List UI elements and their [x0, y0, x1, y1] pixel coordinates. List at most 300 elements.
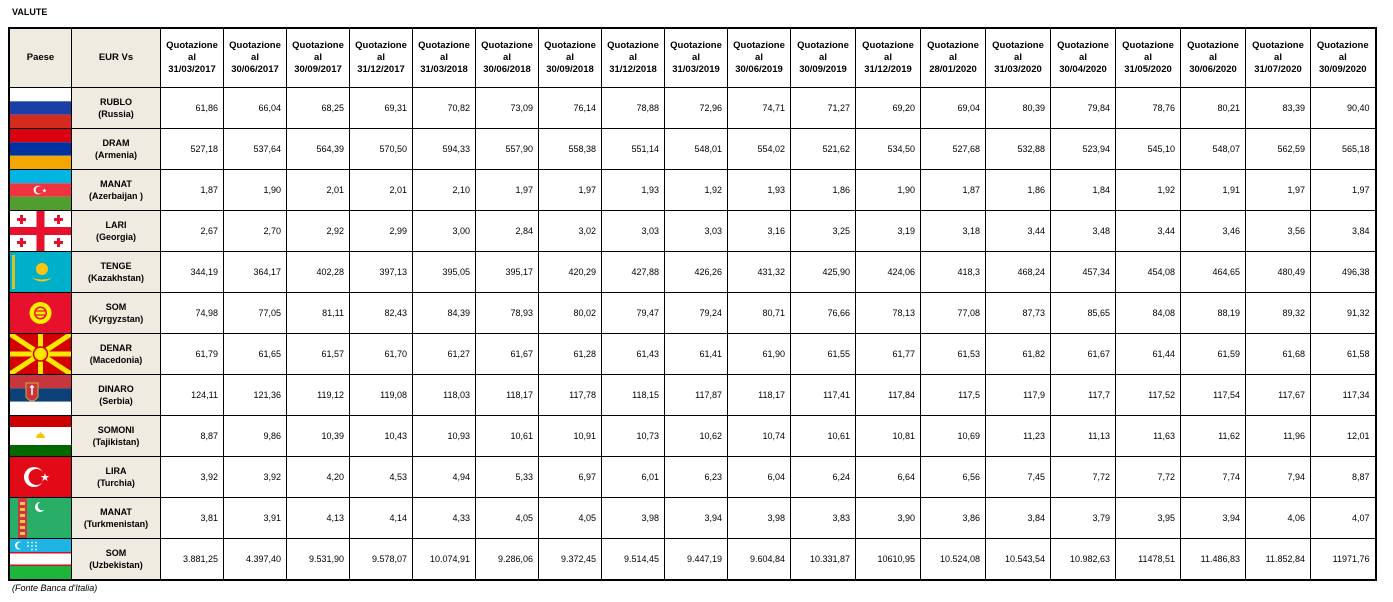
currency-cell	[72, 252, 161, 293]
rate-cell: 3,02	[539, 211, 602, 252]
rate-cell: 79,24	[665, 293, 728, 334]
rate-cell: 10,39	[287, 416, 350, 457]
rate-cell: 87,73	[986, 293, 1051, 334]
rate-cell: 10,93	[413, 416, 476, 457]
rate-cell: 3,90	[856, 498, 921, 539]
header-date-label: 30/06/2018	[483, 64, 531, 75]
header-date-label: 31/03/2018	[420, 64, 468, 75]
header-al-label: al	[692, 52, 700, 63]
rate-cell: 2,10	[413, 170, 476, 211]
table-row	[9, 88, 1376, 129]
flag-cell	[9, 252, 72, 293]
rate-cell: 402,28	[287, 252, 350, 293]
rate-cell: 118,17	[476, 375, 539, 416]
rate-cell: 80,21	[1181, 88, 1246, 129]
table-row	[9, 293, 1376, 334]
rate-cell: 397,13	[350, 252, 413, 293]
rate-cell: 10,61	[476, 416, 539, 457]
header-quote-label: Quotazione	[607, 40, 659, 51]
header-al-label: al	[884, 52, 892, 63]
header-date-label: 31/05/2020	[1124, 64, 1172, 75]
eur-vs-column-header: EUR Vs	[72, 28, 161, 88]
header-date-label: 31/12/2019	[864, 64, 912, 75]
rate-cell: 61,70	[350, 334, 413, 375]
country-name: (Kyrgyzstan)	[88, 314, 144, 324]
rate-cell: 4,05	[539, 498, 602, 539]
rate-cell: 8,87	[161, 416, 224, 457]
rate-cell: 1,97	[476, 170, 539, 211]
rate-cell: 11,63	[1116, 416, 1181, 457]
country-name: (Georgia)	[95, 232, 136, 242]
rate-cell: 562,59	[1246, 129, 1311, 170]
currency-name: SOM	[105, 302, 127, 312]
rate-cell: 6,97	[539, 457, 602, 498]
rate-cell: 10.331,87	[791, 539, 856, 581]
rate-cell: 3,79	[1051, 498, 1116, 539]
rate-cell: 79,47	[602, 293, 665, 334]
header-date-label: 31/03/2019	[672, 64, 720, 75]
currency-name: LARI	[105, 220, 127, 230]
rate-cell: 7,74	[1181, 457, 1246, 498]
rate-cell: 534,50	[856, 129, 921, 170]
rate-cell: 61,58	[1311, 334, 1376, 375]
rate-cell: 1,84	[1051, 170, 1116, 211]
header-date-label: 30/09/2019	[799, 64, 847, 75]
rate-cell: 496,38	[1311, 252, 1376, 293]
rate-cell: 118,03	[413, 375, 476, 416]
currency-cell	[72, 88, 161, 129]
country-name: (Uzbekistan)	[89, 560, 143, 570]
currency-name: DINARO	[98, 384, 134, 394]
header-al-label: al	[949, 52, 957, 63]
date-column-header	[1051, 28, 1116, 88]
rate-cell: 78,88	[602, 88, 665, 129]
header-al-label: al	[1209, 52, 1217, 63]
header-quote-label: Quotazione	[292, 40, 344, 51]
date-column-header	[986, 28, 1051, 88]
svg-text:★: ★	[41, 187, 47, 195]
rate-cell: 117,84	[856, 375, 921, 416]
rate-cell: 10,74	[728, 416, 791, 457]
rate-cell: 72,96	[665, 88, 728, 129]
header-al-label: al	[629, 52, 637, 63]
rate-cell: 10,43	[350, 416, 413, 457]
rate-cell: 84,39	[413, 293, 476, 334]
rate-cell: 11971,76	[1311, 539, 1376, 581]
rate-cell: 61,68	[1246, 334, 1311, 375]
date-column-header	[1116, 28, 1181, 88]
rate-cell: 3,94	[665, 498, 728, 539]
rate-cell: 61,82	[986, 334, 1051, 375]
rate-cell: 3,94	[1181, 498, 1246, 539]
rate-cell: 121,36	[224, 375, 287, 416]
rate-cell: 11,23	[986, 416, 1051, 457]
rate-cell: 3,95	[1116, 498, 1181, 539]
rate-cell: 80,71	[728, 293, 791, 334]
rate-cell: 61,67	[476, 334, 539, 375]
rate-cell: 594,33	[413, 129, 476, 170]
rate-cell: 118,15	[602, 375, 665, 416]
macedonia-flag	[10, 334, 71, 374]
rate-cell: 61,43	[602, 334, 665, 375]
rate-cell: 1,97	[539, 170, 602, 211]
rate-cell: 78,13	[856, 293, 921, 334]
flag-cell	[9, 170, 72, 211]
rate-cell: 78,93	[476, 293, 539, 334]
rate-cell: 4,33	[413, 498, 476, 539]
country-name: (Turkmenistan)	[83, 519, 149, 529]
rate-cell: 10,61	[791, 416, 856, 457]
armenia-flag	[10, 129, 71, 169]
rate-cell: 80,02	[539, 293, 602, 334]
rate-cell: 3,56	[1246, 211, 1311, 252]
rate-cell: 3,03	[602, 211, 665, 252]
rate-cell: 6,04	[728, 457, 791, 498]
rate-cell: 117,41	[791, 375, 856, 416]
rate-cell: 73,09	[476, 88, 539, 129]
currency-cell	[72, 498, 161, 539]
currency-cell	[72, 129, 161, 170]
rate-cell: 4,06	[1246, 498, 1311, 539]
rate-cell: 74,71	[728, 88, 791, 129]
rate-cell: 2,01	[350, 170, 413, 211]
rate-cell: 12,01	[1311, 416, 1376, 457]
rate-cell: 2,67	[161, 211, 224, 252]
date-column-header	[539, 28, 602, 88]
header-quote-label: Quotazione	[797, 40, 849, 51]
rate-cell: 68,25	[287, 88, 350, 129]
rate-cell: 558,38	[539, 129, 602, 170]
header-al-label: al	[566, 52, 574, 63]
rate-cell: 9.604,84	[728, 539, 791, 581]
rate-cell: 4,07	[1311, 498, 1376, 539]
currency-name: SOM	[105, 548, 127, 558]
rate-cell: 2,92	[287, 211, 350, 252]
rate-cell: 61,44	[1116, 334, 1181, 375]
flag-cell	[9, 416, 72, 457]
header-date-label: 30/09/2020	[1318, 64, 1367, 75]
rate-cell: 1,87	[161, 170, 224, 211]
rate-cell: 344,19	[161, 252, 224, 293]
rate-cell: 4.397,40	[224, 539, 287, 581]
date-column-header	[1311, 28, 1376, 88]
country-name: (Serbia)	[99, 396, 133, 406]
header-quote-label: Quotazione	[229, 40, 281, 51]
date-column-header	[224, 28, 287, 88]
currency-cell	[72, 457, 161, 498]
rate-cell: 78,76	[1116, 88, 1181, 129]
rate-cell: 69,04	[921, 88, 986, 129]
rate-cell: 117,9	[986, 375, 1051, 416]
currency-cell	[72, 211, 161, 252]
rate-cell: 3,44	[986, 211, 1051, 252]
date-column-header	[665, 28, 728, 88]
flag-cell	[9, 539, 72, 581]
header-date-label: 30/04/2020	[1059, 64, 1107, 75]
kazakhstan-flag	[10, 252, 71, 292]
rate-cell: 11,62	[1181, 416, 1246, 457]
serbia-flag	[10, 375, 71, 415]
rate-cell: 79,84	[1051, 88, 1116, 129]
rate-cell: 6,64	[856, 457, 921, 498]
rate-cell: 6,56	[921, 457, 986, 498]
rate-cell: 395,17	[476, 252, 539, 293]
source-note: (Fonte Banca d'Italia)	[12, 583, 98, 593]
rate-cell: 69,31	[350, 88, 413, 129]
rate-cell: 61,90	[728, 334, 791, 375]
rate-cell: 1,97	[1246, 170, 1311, 211]
currency-cell	[72, 293, 161, 334]
rate-cell: 523,94	[1051, 129, 1116, 170]
rate-cell: 3,03	[665, 211, 728, 252]
flag-cell	[9, 498, 72, 539]
rate-cell: 117,34	[1311, 375, 1376, 416]
rate-cell: 3,84	[1311, 211, 1376, 252]
country-name: (Turchia)	[97, 478, 135, 488]
rate-cell: 395,05	[413, 252, 476, 293]
rate-cell: 3,86	[921, 498, 986, 539]
header-al-label: al	[1338, 52, 1347, 63]
russia-flag	[10, 88, 71, 128]
header-date-label: 31/12/2018	[609, 64, 657, 75]
rate-cell: 11.486,83	[1181, 539, 1246, 581]
georgia-flag	[10, 211, 71, 251]
rate-cell: 9,86	[224, 416, 287, 457]
rate-cell: 1,92	[1116, 170, 1181, 211]
header-al-label: al	[755, 52, 763, 63]
rate-cell: 3,18	[921, 211, 986, 252]
rate-cell: 537,64	[224, 129, 287, 170]
rate-cell: 80,39	[986, 88, 1051, 129]
currency-name: MANAT	[100, 179, 132, 189]
rate-cell: 2,99	[350, 211, 413, 252]
date-column-header	[350, 28, 413, 88]
header-quote-label: Quotazione	[166, 40, 218, 51]
rate-cell: 3,44	[1116, 211, 1181, 252]
rate-cell: 4,20	[287, 457, 350, 498]
rate-cell: 61,27	[413, 334, 476, 375]
rate-cell: 6,01	[602, 457, 665, 498]
rate-cell: 61,53	[921, 334, 986, 375]
date-column-header	[921, 28, 986, 88]
rate-cell: 89,32	[1246, 293, 1311, 334]
date-column-header	[1246, 28, 1311, 88]
header-quote-label: Quotazione	[862, 40, 914, 51]
header-quote-label: Quotazione	[544, 40, 596, 51]
rate-cell: 61,55	[791, 334, 856, 375]
rate-cell: 1,93	[602, 170, 665, 211]
date-column-header	[413, 28, 476, 88]
header-quote-label: Quotazione	[355, 40, 407, 51]
rate-cell: 61,28	[539, 334, 602, 375]
rate-cell: 7,72	[1116, 457, 1181, 498]
rate-cell: 431,32	[728, 252, 791, 293]
rate-cell: 85,65	[1051, 293, 1116, 334]
table-row	[9, 498, 1376, 539]
rate-cell: 424,06	[856, 252, 921, 293]
rate-cell: 1,90	[224, 170, 287, 211]
date-column-header	[287, 28, 350, 88]
rate-cell: 83,39	[1246, 88, 1311, 129]
rate-cell: 3,46	[1181, 211, 1246, 252]
rate-cell: 9.531,90	[287, 539, 350, 581]
rate-cell: 77,05	[224, 293, 287, 334]
header-al-label: al	[1274, 52, 1282, 63]
rate-cell: 76,14	[539, 88, 602, 129]
header-date-label: 30/06/2017	[231, 64, 279, 75]
header-al-label: al	[503, 52, 511, 63]
rate-cell: 4,14	[350, 498, 413, 539]
rate-cell: 557,90	[476, 129, 539, 170]
rate-cell: 468,24	[986, 252, 1051, 293]
rate-cell: 11,96	[1246, 416, 1311, 457]
rate-cell: 118,17	[728, 375, 791, 416]
header-al-label: al	[314, 52, 322, 63]
flag-cell	[9, 334, 72, 375]
rate-cell: 3,91	[224, 498, 287, 539]
currency-name: DRAM	[102, 138, 130, 148]
rate-cell: 61,79	[161, 334, 224, 375]
header-al-label: al	[251, 52, 259, 63]
rate-cell: 3,83	[791, 498, 856, 539]
rate-cell: 3,92	[161, 457, 224, 498]
rate-cell: 1,97	[1311, 170, 1376, 211]
rate-cell: 427,88	[602, 252, 665, 293]
rate-cell: 418,3	[921, 252, 986, 293]
currency-name: SOMONI	[97, 425, 135, 435]
header-al-label: al	[819, 52, 827, 63]
rate-cell: 3,81	[161, 498, 224, 539]
table-row	[9, 211, 1376, 252]
rate-cell: 117,87	[665, 375, 728, 416]
rate-cell: 1,92	[665, 170, 728, 211]
country-name: (Azerbaijan )	[88, 191, 143, 201]
header-al-label: al	[1144, 52, 1152, 63]
header-date-label: 30/06/2020	[1189, 64, 1237, 75]
currency-name: DENAR	[99, 343, 132, 353]
rate-cell: 117,78	[539, 375, 602, 416]
rate-cell: 4,94	[413, 457, 476, 498]
rate-cell: 480,49	[1246, 252, 1311, 293]
rate-cell: 3,00	[413, 211, 476, 252]
rate-cell: 1,87	[921, 170, 986, 211]
rate-cell: 1,90	[856, 170, 921, 211]
header-row	[9, 28, 1376, 88]
rate-cell: 551,14	[602, 129, 665, 170]
rate-cell: 426,26	[665, 252, 728, 293]
rate-cell: 66,04	[224, 88, 287, 129]
rate-cell: 4,53	[350, 457, 413, 498]
header-date-label: 31/12/2017	[357, 64, 405, 75]
rate-cell: 2,70	[224, 211, 287, 252]
rate-cell: 10.074,91	[413, 539, 476, 581]
table-row	[9, 375, 1376, 416]
rate-cell: 1,86	[791, 170, 856, 211]
rate-cell: 77,08	[921, 293, 986, 334]
rate-cell: 3,84	[986, 498, 1051, 539]
header-al-label: al	[377, 52, 385, 63]
rate-cell: 119,08	[350, 375, 413, 416]
rate-cell: 74,98	[161, 293, 224, 334]
country-column-header: Paese	[9, 28, 72, 88]
date-column-header	[856, 28, 921, 88]
rate-cell: 4,05	[476, 498, 539, 539]
country-name: (Macedonia)	[89, 355, 143, 365]
header-quote-label: Quotazione	[733, 40, 785, 51]
currency-cell	[72, 539, 161, 581]
rate-cell: 425,90	[791, 252, 856, 293]
rate-cell: 11478,51	[1116, 539, 1181, 581]
rate-cell: 84,08	[1116, 293, 1181, 334]
header-date-label: 31/03/2020	[994, 64, 1042, 75]
kyrgyzstan-flag	[10, 293, 71, 333]
table-row	[9, 416, 1376, 457]
rate-cell: 527,18	[161, 129, 224, 170]
rate-cell: 10.524,08	[921, 539, 986, 581]
header-quote-label: Quotazione	[1252, 40, 1304, 51]
rate-cell: 570,50	[350, 129, 413, 170]
rate-cell: 2,01	[287, 170, 350, 211]
rate-cell: 1,93	[728, 170, 791, 211]
azerbaijan-flag	[10, 170, 71, 210]
rate-cell: 10,91	[539, 416, 602, 457]
rate-cell: 532,88	[986, 129, 1051, 170]
rate-cell: 10,81	[856, 416, 921, 457]
flag-cell	[9, 457, 72, 498]
rate-cell: 545,10	[1116, 129, 1181, 170]
rate-cell: 61,59	[1181, 334, 1246, 375]
table-row	[9, 457, 1376, 498]
rate-cell: 3,98	[728, 498, 791, 539]
header-quote-label: Quotazione	[670, 40, 722, 51]
rate-cell: 117,5	[921, 375, 986, 416]
rate-cell: 527,68	[921, 129, 986, 170]
currency-cell	[72, 375, 161, 416]
header-date-label: 28/01/2020	[929, 64, 977, 75]
rate-cell: 71,27	[791, 88, 856, 129]
rate-cell: 3,98	[602, 498, 665, 539]
table-row	[9, 129, 1376, 170]
rate-cell: 3.881,25	[161, 539, 224, 581]
rate-cell: 6,23	[665, 457, 728, 498]
rate-cell: 124,11	[161, 375, 224, 416]
rate-cell: 564,39	[287, 129, 350, 170]
rate-cell: 10.982,63	[1051, 539, 1116, 581]
rate-cell: 454,08	[1116, 252, 1181, 293]
table-row	[9, 334, 1376, 375]
rate-cell: 119,12	[287, 375, 350, 416]
rate-cell: 464,65	[1181, 252, 1246, 293]
header-al-label: al	[1014, 52, 1022, 63]
rate-cell: 61,77	[856, 334, 921, 375]
rate-cell: 61,41	[665, 334, 728, 375]
rate-cell: 61,57	[287, 334, 350, 375]
flag-cell	[9, 375, 72, 416]
country-name: (Armenia)	[94, 150, 137, 160]
rate-cell: 548,01	[665, 129, 728, 170]
date-column-header	[791, 28, 856, 88]
country-name: (Kazakhstan)	[87, 273, 144, 283]
tajikistan-flag	[10, 416, 71, 456]
rate-cell: 3,19	[856, 211, 921, 252]
rate-cell: 61,65	[224, 334, 287, 375]
header-quote-label: Quotazione	[927, 40, 979, 51]
rate-cell: 117,54	[1181, 375, 1246, 416]
rate-cell: 7,45	[986, 457, 1051, 498]
rate-cell: 3,25	[791, 211, 856, 252]
rate-cell: 9.578,07	[350, 539, 413, 581]
rate-cell: 10,73	[602, 416, 665, 457]
